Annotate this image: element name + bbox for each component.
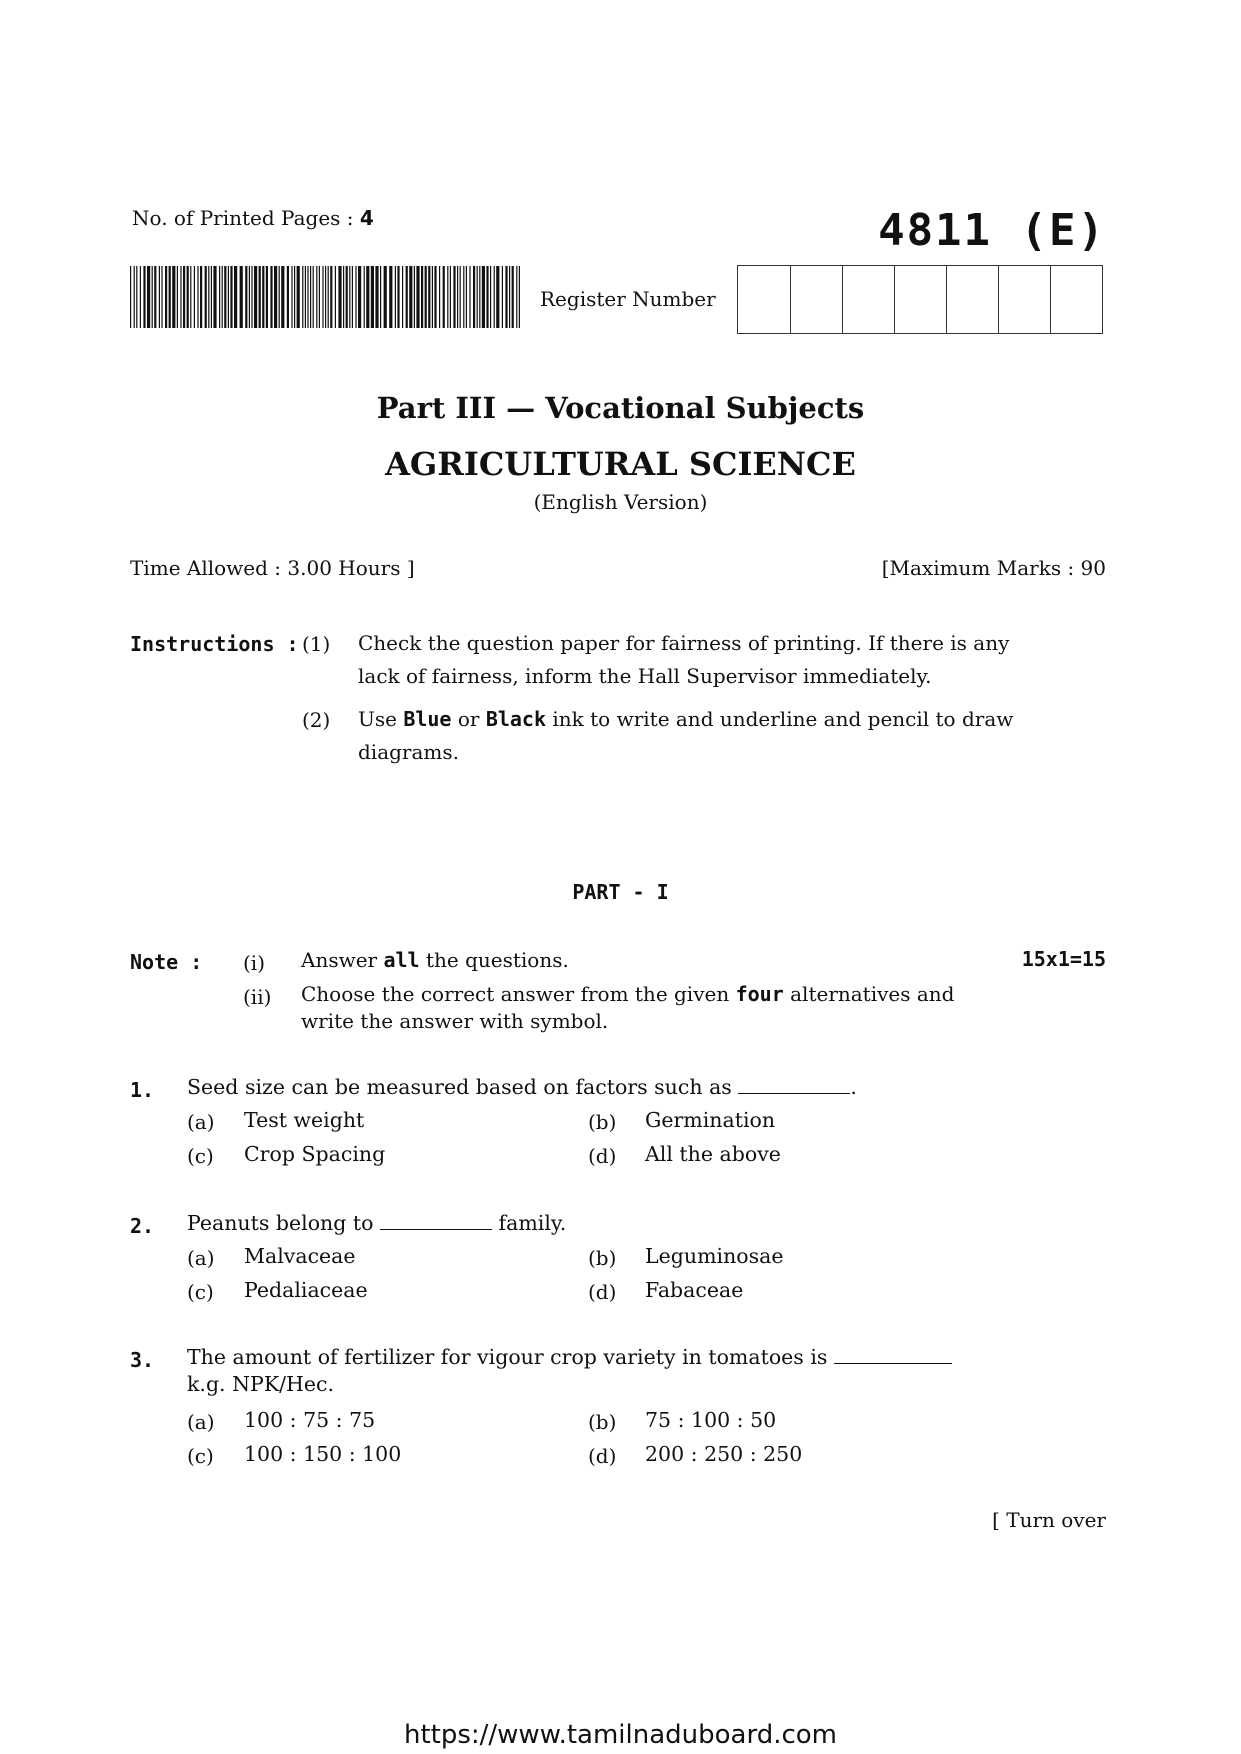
instruction-item-1 [358, 627, 1106, 693]
question-number: 1. [130, 1078, 155, 1102]
answer-blank [380, 1211, 492, 1230]
time-allowed: Time Allowed : 3.00 Hours ] [130, 556, 415, 580]
text-span: the questions. [419, 948, 569, 972]
option-text: Germination [645, 1108, 776, 1132]
option-text: Crop Spacing [244, 1142, 386, 1166]
register-digit-box[interactable] [946, 266, 998, 333]
note-number: (i) [243, 951, 266, 975]
register-number-label: Register Number [540, 287, 716, 311]
option-letter: (b) [588, 1246, 617, 1270]
text-span: . [850, 1075, 857, 1099]
register-digit-box[interactable] [842, 266, 894, 333]
turn-over-label: [ Turn over [992, 1508, 1106, 1532]
note-item-2 [301, 981, 1051, 1035]
option-text: All the above [645, 1142, 781, 1166]
option-text: 75 : 100 : 50 [645, 1408, 777, 1432]
text-span: Choose the correct answer from the given [301, 982, 736, 1006]
option-letter: (b) [588, 1410, 617, 1434]
paper-code: 4811 (E) [878, 205, 1106, 256]
footer-url[interactable]: https://www.tamilnaduboard.com [403, 1720, 838, 1750]
register-digit-box[interactable] [998, 266, 1050, 333]
register-digit-box[interactable] [738, 266, 790, 333]
subject-title: AGRICULTURAL SCIENCE [385, 445, 856, 483]
bold-four: four [735, 982, 784, 1006]
part-heading: Part III — Vocational Subjects [376, 391, 865, 425]
option-letter: (a) [187, 1110, 215, 1134]
text-span: The amount of fertilizer for vigour crop variety in tomatoes is [187, 1345, 834, 1369]
option-letter: (d) [588, 1444, 617, 1468]
option-text: Pedaliaceae [244, 1278, 368, 1302]
text-span: family. [492, 1211, 567, 1235]
bold-black: Black [485, 707, 547, 731]
option-letter: (d) [588, 1144, 617, 1168]
note-line: write the answer with symbol. [301, 1009, 609, 1033]
instruction-number: (2) [302, 708, 331, 732]
answer-blank [834, 1345, 952, 1364]
note-number: (ii) [243, 985, 272, 1009]
instruction-line: lack of fairness, inform the Hall Supervisor immediately. [358, 664, 932, 688]
option-text: 100 : 75 : 75 [244, 1408, 376, 1432]
option-letter: (c) [187, 1444, 214, 1468]
question-number: 2. [130, 1214, 155, 1238]
option-text: Leguminosae [645, 1244, 784, 1268]
text-span: Use [358, 707, 404, 731]
instructions-label: Instructions : [130, 632, 299, 656]
instruction-line: Check the question paper for fairness of printing. If there is any [358, 631, 1010, 655]
answer-blank [738, 1075, 850, 1094]
version-label: (English Version) [533, 490, 708, 514]
printed-pages-value: 4 [359, 206, 374, 230]
bold-blue: Blue [403, 707, 452, 731]
option-letter: (c) [187, 1144, 214, 1168]
option-text: 100 : 150 : 100 [244, 1442, 402, 1466]
register-digit-box[interactable] [1050, 266, 1102, 333]
option-text: Test weight [244, 1108, 365, 1132]
text-span: or [451, 707, 486, 731]
option-letter: (a) [187, 1410, 215, 1434]
option-letter: (d) [588, 1280, 617, 1304]
question-line: k.g. NPK/Hec. [187, 1372, 335, 1396]
option-letter: (c) [187, 1280, 214, 1304]
note-label: Note : [130, 950, 203, 974]
note-item-1 [301, 947, 569, 974]
printed-pages [132, 206, 374, 230]
option-letter: (b) [588, 1110, 617, 1134]
maximum-marks: [Maximum Marks : 90 [881, 556, 1106, 580]
text-span: alternatives and [783, 982, 955, 1006]
instruction-item-2 [358, 703, 1106, 769]
option-text: Malvaceae [244, 1244, 356, 1268]
register-number-boxes[interactable] [737, 265, 1103, 334]
option-text: Fabaceae [645, 1278, 744, 1302]
note-line [301, 981, 1051, 1008]
option-letter: (a) [187, 1246, 215, 1270]
question-1-text [187, 1074, 1047, 1101]
question-line [187, 1344, 1047, 1371]
text-span: Peanuts belong to [187, 1211, 380, 1235]
printed-pages-label: No. of Printed Pages : [132, 206, 360, 230]
text-span: Answer [301, 948, 384, 972]
question-2-text [187, 1210, 1047, 1237]
barcode-image [130, 266, 522, 328]
part-one-heading: PART - I [572, 880, 669, 904]
instruction-line [358, 703, 1106, 736]
instruction-line: diagrams. [358, 740, 459, 764]
option-text: 200 : 250 : 250 [645, 1442, 803, 1466]
text-span: Seed size can be measured based on factors such as [187, 1075, 739, 1099]
bold-all: all [383, 948, 420, 972]
register-digit-box[interactable] [790, 266, 842, 333]
question-3-text [187, 1344, 1047, 1398]
text-span: ink to write and underline and pencil to draw [546, 707, 1014, 731]
question-number: 3. [130, 1348, 155, 1372]
instruction-number: (1) [302, 632, 331, 656]
marks-scheme: 15x1=15 [1021, 947, 1106, 971]
register-digit-box[interactable] [894, 266, 946, 333]
